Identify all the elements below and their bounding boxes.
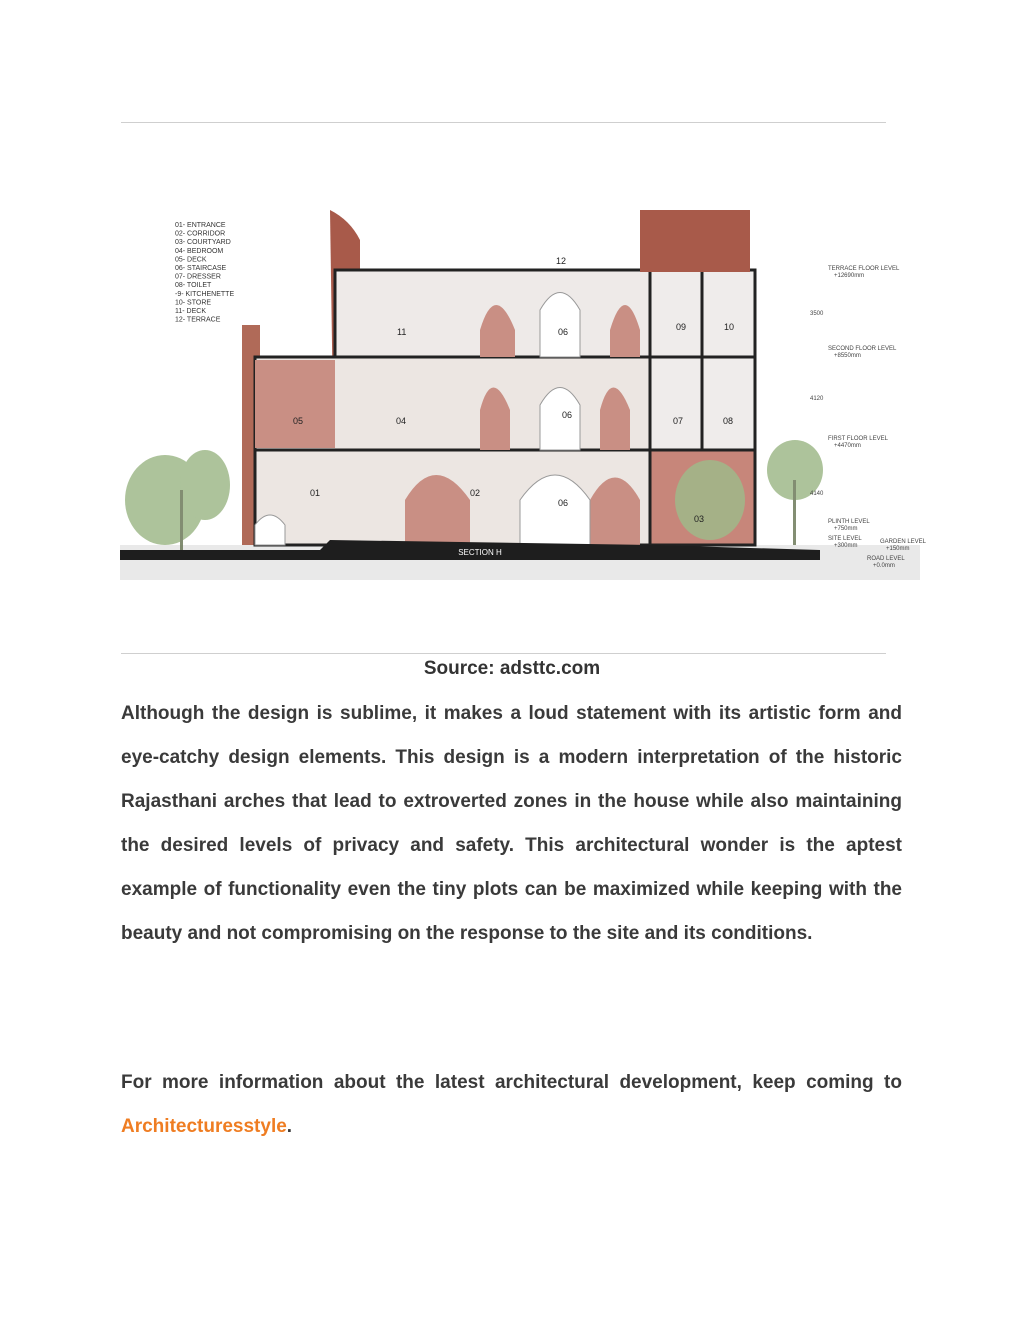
level-name: GARDEN LEVEL <box>880 539 927 545</box>
room-number: 04 <box>396 416 407 426</box>
room-legend <box>175 222 234 324</box>
level-value: +4470mm <box>834 443 861 449</box>
room-number: 09 <box>676 322 687 332</box>
room-number: 03 <box>694 514 705 524</box>
legend-item: -9- KITCHENETTE <box>175 290 235 298</box>
dimension-value: 4120 <box>810 396 824 402</box>
level-name: PLINTH LEVEL <box>828 519 870 525</box>
architecturesstyle-link[interactable]: Architecturesstyle <box>121 1116 287 1137</box>
closing-tail-text: . <box>286 1116 293 1137</box>
room-number: 07 <box>673 416 684 426</box>
level-annotations <box>828 266 927 569</box>
image-source-caption: Source: adsttc.com <box>423 658 601 679</box>
legend-item: 06- STAIRCASE <box>175 265 227 272</box>
legend-item: 10- STORE <box>175 299 212 307</box>
body-paragraph: Although the design is sublime, it makes a loud statement with its artistic form and eye-catchy design elements. This design is a modern interpretation of the historic Rajasthani arches that lead to extroverted zones in the house while also maintaining the desired levels of privacy and safety. This architectural wonder is the aptest example of functionality even the tiny plots can be maximized while keeping with the beauty and not compromising on the response to the site and its conditions. <box>121 703 902 944</box>
legend-item: 05- DECK <box>175 256 207 264</box>
level-name: SITE LEVEL <box>828 536 862 542</box>
level-value: +300mm <box>834 543 858 549</box>
legend-item: 12- TERRACE <box>175 316 221 324</box>
legend-item: 01- ENTRANCE <box>175 222 226 229</box>
section-drawing <box>120 200 927 590</box>
legend-item: 11- DECK <box>175 308 206 315</box>
level-name: ROAD LEVEL <box>867 556 905 562</box>
level-name: FIRST FLOOR LEVEL <box>828 436 888 442</box>
legend-item: 02- CORRIDOR <box>175 230 226 238</box>
level-value: +8550mm <box>834 353 861 359</box>
section-title: SECTION H <box>458 548 502 557</box>
room-number: 05 <box>293 416 304 426</box>
level-name: SECOND FLOOR LEVEL <box>828 346 897 352</box>
bottom-divider <box>121 653 886 654</box>
dimension-value: 3500 <box>810 311 824 317</box>
closing-lead-text: For more information about the latest architectural development, keep coming to <box>121 1072 902 1093</box>
dimension-value: 4140 <box>810 491 824 497</box>
level-value: +0.0mm <box>873 563 895 569</box>
closing-paragraph <box>121 1061 902 1149</box>
level-value: +750mm <box>834 526 858 532</box>
legend-item: 08- TOILET <box>175 282 212 290</box>
level-value: +12690mm <box>834 273 865 279</box>
room-number: 11 <box>397 327 407 337</box>
legend-item: 04- BEDROOM <box>175 247 224 255</box>
level-name: TERRACE FLOOR LEVEL <box>828 266 900 272</box>
room-number: 10 <box>724 322 735 332</box>
legend-item: 07- DRESSER <box>175 273 221 281</box>
room-number: 02 <box>470 488 481 498</box>
room-number: 12 <box>556 256 567 266</box>
room-number: 06 <box>562 410 573 420</box>
tree-left <box>125 450 230 550</box>
top-divider <box>121 122 886 123</box>
room-number: 06 <box>558 327 569 337</box>
room-number: 06 <box>558 498 569 508</box>
room-number: 01 <box>310 488 321 498</box>
level-value: +150mm <box>886 546 910 552</box>
legend-item: 03- COURTYARD <box>175 239 231 247</box>
room-number: 08 <box>723 416 734 426</box>
